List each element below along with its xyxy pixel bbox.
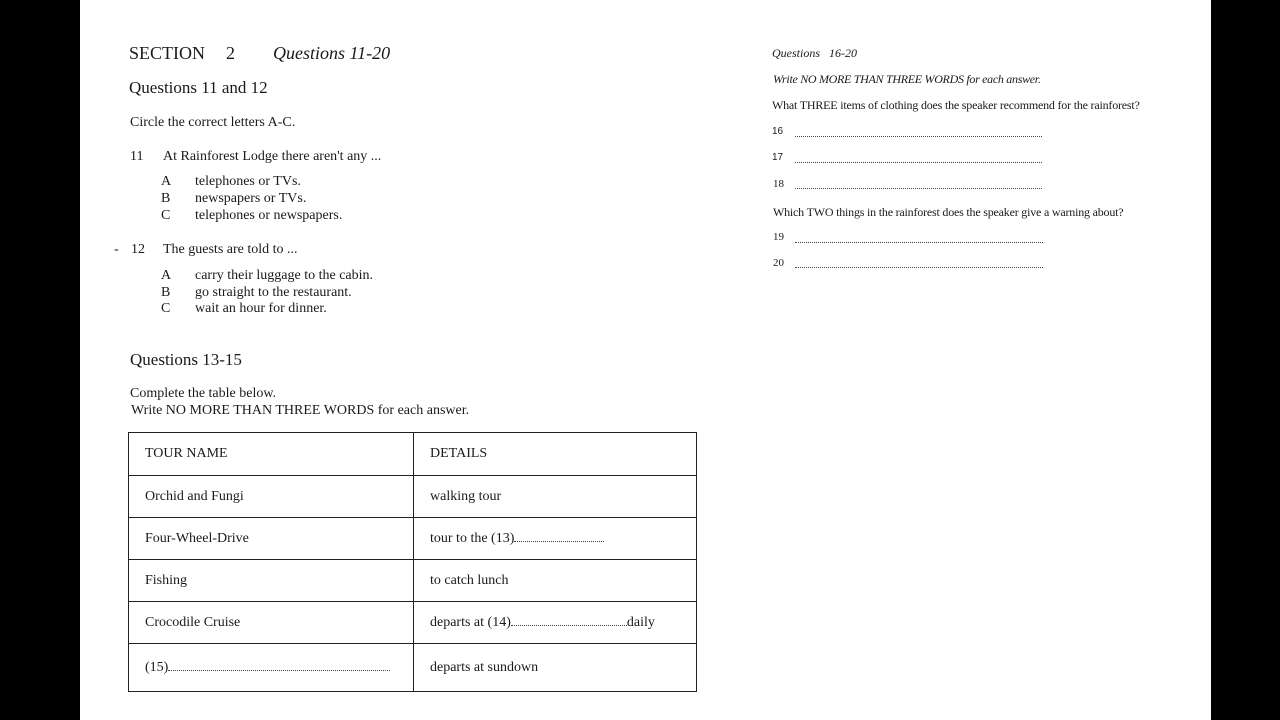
q12-option-b[interactable] (161, 285, 352, 301)
option-text: newspapers or TVs. (195, 191, 307, 206)
details-text: tour to the (13) (430, 530, 515, 546)
table-row (129, 518, 697, 560)
section-label: SECTION (129, 43, 205, 63)
option-letter: C (161, 301, 171, 316)
option-letter: A (161, 174, 172, 189)
q12-stem: The guests are told to ... (163, 242, 298, 257)
answer-blank-13[interactable] (514, 531, 604, 542)
details-cell: to catch lunch (414, 560, 697, 602)
option-text: telephones or newspapers. (195, 208, 343, 223)
answer-line-19[interactable] (795, 231, 1043, 243)
q11-option-b[interactable] (161, 191, 306, 207)
q12-option-c[interactable] (161, 301, 327, 317)
q11-number: 11 (130, 149, 144, 164)
q16-18-prompt: What THREE items of clothing does the speaker recommend for the rainforest? (772, 98, 1140, 112)
answer-line-16[interactable] (795, 125, 1042, 137)
q16-20-heading: Questions 16-20 (772, 46, 857, 60)
option-text: wait an hour for dinner. (195, 301, 327, 316)
q11-option-a[interactable] (161, 174, 301, 190)
tour-name-cell: Crocodile Cruise (129, 602, 414, 644)
answer-line-18[interactable] (795, 177, 1042, 189)
option-letter: B (161, 191, 171, 206)
q12-option-a[interactable] (161, 268, 373, 284)
tour-name-cell: Orchid and Fungi (129, 476, 414, 518)
table-row (129, 560, 697, 602)
section-number: 2 (226, 43, 235, 63)
details-after-text: daily (626, 614, 655, 630)
table-row (129, 476, 697, 518)
q12-mark: - (114, 242, 119, 257)
q12-number: 12 (131, 242, 145, 257)
q13-15-heading: Questions 13-15 (130, 350, 242, 369)
q17-number: 17 (772, 152, 784, 163)
answer-line-17[interactable] (795, 151, 1042, 163)
header-details: DETAILS (414, 433, 697, 476)
details-cell: walking tour (414, 476, 697, 518)
tour-name-cell (129, 644, 414, 692)
q13-15-instruction-1: Complete the table below. (130, 386, 277, 401)
q19-number: 19 (773, 231, 784, 243)
answer-blank-15[interactable] (168, 660, 390, 671)
answer-line-20[interactable] (795, 256, 1043, 268)
option-letter: B (161, 285, 171, 300)
q19-20-prompt: Which TWO things in the rainforest does the speaker give a warning about? (773, 205, 1124, 219)
option-letter: A (161, 268, 172, 283)
q16-20-instruction: Write NO MORE THAN THREE WORDS for each answer. (773, 72, 1041, 86)
tour-name-text: (15) (145, 659, 169, 675)
q18-number: 18 (773, 178, 784, 190)
option-letter: C (161, 208, 171, 223)
details-text: departs at (14) (430, 614, 511, 630)
worksheet-page (80, 0, 1211, 720)
answer-blank-14[interactable] (511, 615, 627, 626)
q11-12-heading: Questions 11 and 12 (129, 78, 268, 97)
q11-stem: At Rainforest Lodge there aren't any ... (163, 149, 382, 164)
q13-15-instruction-2: Write NO MORE THAN THREE WORDS for each answer. (131, 403, 470, 418)
table-row (129, 602, 697, 644)
table-row (129, 644, 697, 692)
tour-name-cell: Four-Wheel-Drive (129, 518, 414, 560)
option-text: telephones or TVs. (195, 174, 301, 189)
q11-12-instruction: Circle the correct letters A-C. (130, 115, 296, 130)
tour-table (128, 432, 697, 692)
section-range: Questions 11-20 (273, 43, 391, 63)
details-cell (414, 518, 697, 560)
details-cell: departs at sundown (414, 644, 697, 692)
q16-number: 16 (772, 126, 784, 137)
table-header-row (129, 433, 697, 476)
details-cell (414, 602, 697, 644)
q11-option-c[interactable] (161, 208, 342, 224)
header-tour-name: TOUR NAME (129, 433, 414, 476)
option-text: carry their luggage to the cabin. (195, 268, 374, 283)
tour-name-cell: Fishing (129, 560, 414, 602)
q20-number: 20 (773, 257, 784, 269)
option-text: go straight to the restaurant. (195, 285, 352, 300)
